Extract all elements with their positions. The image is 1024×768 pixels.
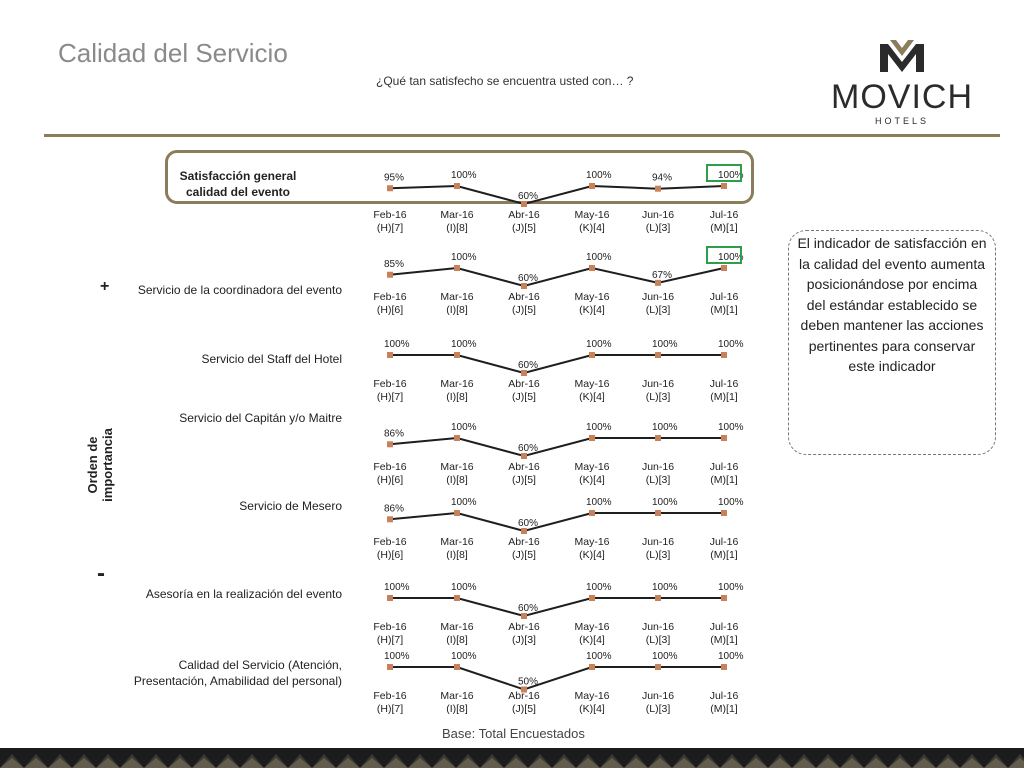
tick-label-0-2: Abr-16 [508, 209, 540, 221]
base-note: Base: Total Encuestados [442, 726, 585, 741]
tick-base-2-0: (H)[7] [376, 391, 404, 403]
data-point-5-4 [655, 595, 661, 601]
tick-label-4-0: Feb-16 [373, 536, 407, 548]
data-label-5-1: 100% [451, 582, 477, 593]
data-label-1-3: 100% [586, 252, 612, 263]
data-point-6-5 [721, 664, 727, 670]
tick-base-4-0: (H)[6] [376, 549, 404, 561]
tick-label-1-1: Mar-16 [440, 291, 474, 303]
tick-label-3-4: Jun-16 [641, 461, 675, 473]
tick-label-5-0: Feb-16 [373, 621, 407, 633]
importance-plus: + [100, 278, 110, 295]
tick-base-1-1: (I)[8] [446, 304, 468, 316]
data-point-5-0 [387, 595, 393, 601]
data-label-0-2: 60% [518, 191, 539, 202]
tick-base-6-3: (K)[4] [579, 703, 605, 715]
tick-label-6-5: Jul-16 [709, 690, 739, 702]
data-point-3-5 [721, 435, 727, 441]
data-label-1-2: 60% [518, 273, 539, 284]
tick-label-6-1: Mar-16 [440, 690, 474, 702]
tick-base-5-0: (H)[7] [376, 634, 404, 646]
tick-label-5-4: Jun-16 [641, 621, 675, 633]
tick-base-4-3: (K)[4] [579, 549, 605, 561]
data-label-6-5: 100% [718, 651, 744, 662]
row-label-4: Servicio de Mesero [239, 499, 342, 513]
tick-base-5-4: (L)[3] [645, 634, 671, 646]
data-label-3-4: 100% [652, 422, 678, 433]
tick-label-0-3: May-16 [574, 209, 610, 221]
series-line-0 [390, 186, 724, 204]
tick-label-3-3: May-16 [574, 461, 610, 473]
data-point-1-5 [721, 265, 727, 271]
tick-base-3-4: (L)[3] [645, 474, 671, 486]
tick-base-2-2: (J)[5] [512, 391, 536, 403]
tick-label-1-0: Feb-16 [373, 291, 407, 303]
data-label-5-4: 100% [652, 582, 678, 593]
tick-label-2-2: Abr-16 [508, 378, 540, 390]
tick-label-3-2: Abr-16 [508, 461, 540, 473]
data-point-5-1 [454, 595, 460, 601]
tick-base-0-1: (I)[8] [446, 222, 468, 234]
tick-label-1-4: Jun-16 [641, 291, 675, 303]
tick-label-4-2: Abr-16 [508, 536, 540, 548]
tick-base-4-2: (J)[5] [512, 549, 536, 561]
data-point-4-5 [721, 510, 727, 516]
tick-base-5-2: (J)[3] [512, 634, 536, 646]
row-label-0: Satisfacción general calidad del evento [179, 169, 297, 199]
data-label-4-5: 100% [718, 497, 744, 508]
data-label-5-2: 60% [518, 603, 539, 614]
data-point-4-0 [387, 516, 393, 522]
tick-label-2-4: Jun-16 [641, 378, 675, 390]
series-line-5 [390, 598, 724, 616]
tick-label-4-3: May-16 [574, 536, 610, 548]
insight-callout: El indicador de satisfacción en la calidad del evento aumenta posicionándose por encima del estándar establecido se deben mantener las acciones pertinentes para conservar este indicador [788, 230, 996, 455]
data-label-5-5: 100% [718, 582, 744, 593]
series-line-3 [390, 438, 724, 456]
data-label-6-3: 100% [586, 651, 612, 662]
tick-base-3-0: (H)[6] [376, 474, 404, 486]
tick-base-4-5: (M)[1] [710, 549, 738, 561]
axis-title: Orden de importancia [85, 428, 115, 502]
data-label-3-1: 100% [451, 422, 477, 433]
data-point-3-4 [655, 435, 661, 441]
tick-base-0-5: (M)[1] [710, 222, 738, 234]
data-point-1-0 [387, 272, 393, 278]
data-label-3-2: 60% [518, 443, 539, 454]
data-point-1-3 [589, 265, 595, 271]
data-label-5-0: 100% [384, 582, 410, 593]
data-point-6-3 [589, 664, 595, 670]
data-point-6-4 [655, 664, 661, 670]
logo-sub: HOTELS [874, 116, 929, 126]
tick-base-6-2: (J)[5] [512, 703, 536, 715]
data-label-0-4: 94% [652, 172, 673, 184]
tick-base-0-2: (J)[5] [512, 222, 536, 234]
tick-base-2-3: (K)[4] [579, 391, 605, 403]
data-point-2-3 [589, 352, 595, 358]
data-label-4-1: 100% [451, 497, 477, 508]
tick-label-2-5: Jul-16 [709, 378, 739, 390]
row-label-5: Asesoría en la realización del evento [145, 587, 342, 601]
row-label-6: Calidad del Servicio (Atención, Presentación, Amabilidad del personal) [133, 658, 342, 688]
data-label-4-3: 100% [586, 497, 612, 508]
tick-label-1-3: May-16 [574, 291, 610, 303]
data-point-3-1 [454, 435, 460, 441]
data-label-3-5: 100% [718, 422, 744, 433]
data-label-3-0: 86% [384, 428, 405, 440]
tick-base-1-4: (L)[3] [645, 304, 671, 316]
tick-base-5-5: (M)[1] [710, 634, 738, 646]
data-label-0-5: 100% [718, 170, 744, 181]
data-point-5-5 [721, 595, 727, 601]
tick-label-5-2: Abr-16 [508, 621, 540, 633]
tick-base-2-4: (L)[3] [645, 391, 671, 403]
tick-base-0-4: (L)[3] [645, 222, 671, 234]
data-point-6-0 [387, 664, 393, 670]
tick-base-0-3: (K)[4] [579, 222, 605, 234]
row-label-2: Servicio del Staff del Hotel [201, 352, 342, 366]
data-label-1-0: 85% [384, 258, 405, 270]
data-point-0-4 [655, 186, 661, 192]
data-label-0-1: 100% [451, 170, 477, 181]
data-point-3-3 [589, 435, 595, 441]
tick-label-5-1: Mar-16 [440, 621, 474, 633]
tick-base-5-3: (K)[4] [579, 634, 605, 646]
data-label-2-4: 100% [652, 339, 678, 350]
data-point-1-1 [454, 265, 460, 271]
tick-label-1-5: Jul-16 [709, 291, 739, 303]
tick-base-1-2: (J)[5] [512, 304, 536, 316]
data-label-3-3: 100% [586, 422, 612, 433]
data-point-0-3 [589, 183, 595, 189]
data-point-0-5 [721, 183, 727, 189]
tick-base-5-1: (I)[8] [446, 634, 468, 646]
tick-base-6-0: (H)[7] [376, 703, 404, 715]
data-point-2-5 [721, 352, 727, 358]
series-line-4 [390, 513, 724, 531]
tick-label-4-4: Jun-16 [641, 536, 675, 548]
data-label-1-4: 67% [652, 269, 673, 281]
tick-base-1-0: (H)[6] [376, 304, 404, 316]
tick-label-1-2: Abr-16 [508, 291, 540, 303]
data-point-4-1 [454, 510, 460, 516]
data-label-4-0: 86% [384, 503, 405, 515]
logo-word: MOVICH [831, 78, 973, 116]
tick-base-6-4: (L)[3] [645, 703, 671, 715]
data-label-6-4: 100% [652, 651, 678, 662]
tick-label-6-0: Feb-16 [373, 690, 407, 702]
series-line-1 [390, 268, 724, 286]
tick-base-2-5: (M)[1] [710, 391, 738, 403]
tick-label-2-3: May-16 [574, 378, 610, 390]
data-label-2-0: 100% [384, 339, 410, 350]
data-point-3-0 [387, 441, 393, 447]
data-label-2-1: 100% [451, 339, 477, 350]
tick-label-2-0: Feb-16 [373, 378, 407, 390]
data-point-2-1 [454, 352, 460, 358]
tick-base-3-5: (M)[1] [710, 474, 738, 486]
tick-label-6-3: May-16 [574, 690, 610, 702]
tick-base-3-1: (I)[8] [446, 474, 468, 486]
tick-label-6-4: Jun-16 [641, 690, 675, 702]
data-point-4-3 [589, 510, 595, 516]
tick-label-2-1: Mar-16 [440, 378, 474, 390]
tick-base-2-1: (I)[8] [446, 391, 468, 403]
data-point-2-0 [387, 352, 393, 358]
data-point-4-4 [655, 510, 661, 516]
data-label-2-5: 100% [718, 339, 744, 350]
data-label-2-2: 60% [518, 360, 539, 371]
tick-label-3-1: Mar-16 [440, 461, 474, 473]
tick-label-3-5: Jul-16 [709, 461, 739, 473]
tick-base-1-3: (K)[4] [579, 304, 605, 316]
data-label-6-2: 50% [518, 676, 539, 688]
row-label-1: Servicio de la coordinadora del evento [137, 283, 342, 297]
tick-label-0-1: Mar-16 [440, 209, 474, 221]
tick-base-4-4: (L)[3] [645, 549, 671, 561]
data-point-0-1 [454, 183, 460, 189]
data-label-6-1: 100% [451, 651, 477, 662]
data-point-6-1 [454, 664, 460, 670]
tick-base-4-1: (I)[8] [446, 549, 468, 561]
tick-label-5-3: May-16 [574, 621, 610, 633]
tick-base-3-2: (J)[5] [512, 474, 536, 486]
tick-base-3-3: (K)[4] [579, 474, 605, 486]
data-label-1-1: 100% [451, 252, 477, 263]
data-label-1-5: 100% [718, 252, 744, 263]
data-label-4-2: 60% [518, 518, 539, 529]
tick-label-6-2: Abr-16 [508, 690, 540, 702]
data-label-6-0: 100% [384, 651, 410, 662]
data-label-0-3: 100% [586, 170, 612, 181]
tick-label-3-0: Feb-16 [373, 461, 407, 473]
series-line-6 [390, 667, 724, 690]
page-subtitle: ¿Qué tan satisfecho se encuentra usted con… ? [376, 74, 634, 88]
page-title: Calidad del Servicio [58, 38, 288, 68]
data-point-5-3 [589, 595, 595, 601]
data-point-2-4 [655, 352, 661, 358]
tick-base-6-5: (M)[1] [710, 703, 738, 715]
tick-label-4-5: Jul-16 [709, 536, 739, 548]
row-label-3: Servicio del Capitán y/o Maitre [179, 411, 342, 425]
data-label-4-4: 100% [652, 497, 678, 508]
tick-base-0-0: (H)[7] [376, 222, 404, 234]
data-label-0-0: 95% [384, 172, 405, 184]
series-line-2 [390, 355, 724, 373]
tick-label-4-1: Mar-16 [440, 536, 474, 548]
data-label-5-3: 100% [586, 582, 612, 593]
importance-minus: - [97, 560, 105, 587]
data-label-2-3: 100% [586, 339, 612, 350]
tick-label-5-5: Jul-16 [709, 621, 739, 633]
footer-pattern [0, 748, 1024, 768]
tick-label-0-0: Feb-16 [373, 209, 407, 221]
tick-label-0-4: Jun-16 [641, 209, 675, 221]
tick-base-1-5: (M)[1] [710, 304, 738, 316]
tick-label-0-5: Jul-16 [709, 209, 739, 221]
data-point-0-0 [387, 185, 393, 191]
tick-base-6-1: (I)[8] [446, 703, 468, 715]
